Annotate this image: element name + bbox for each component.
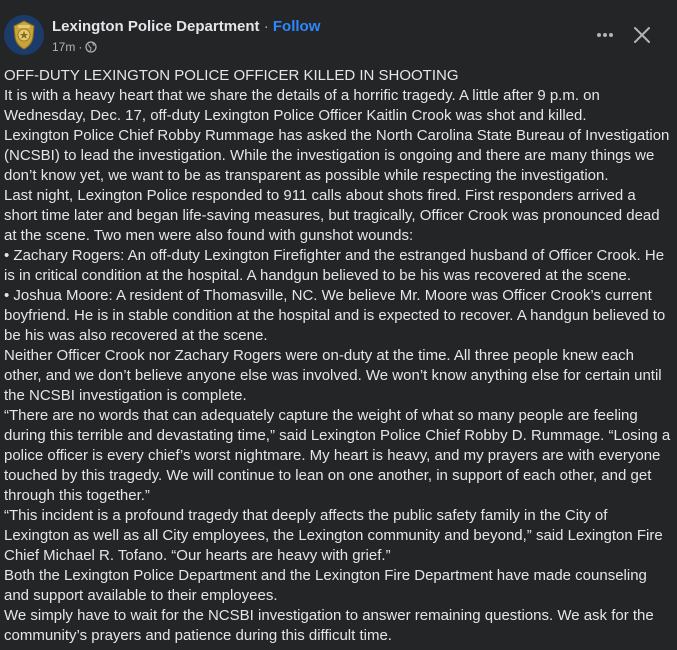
more-horizontal-icon (590, 20, 620, 50)
post-paragraph: Both the Lexington Police Department and the Lexington Fire Department have made counseling and support available to their employees. (4, 567, 647, 604)
post-heading: OFF-DUTY LEXINGTON POLICE OFFICER KILLED IN SHOOTING (4, 67, 459, 84)
page-name-row (52, 17, 320, 37)
globe-icon[interactable] (85, 41, 97, 53)
post-text (4, 66, 672, 646)
more-options-button[interactable] (590, 20, 620, 50)
post-quote: “There are no words that can adequately capture the weight of what so many people are feeling during this terrible and devastating time,” said Lexington Police Chief Robby D. Rummage. “Losing a police officer is every chief’s worst nightmare. My heart is heavy, and my prayers are with everyone touched by this tragedy. We will continue to lean on one another, in support of each other, and get through this together.” (4, 407, 671, 504)
post-quote: “This incident is a profound tragedy that deeply affects the public safety family in the City of Lexington as well as all City employees, the Lexington community and beyond,” said Lexington Fire Chief Michael R. Tofano. “Our hearts are heavy with grief.” (4, 507, 663, 564)
police-badge-icon (4, 15, 44, 55)
post-bullet: • Zachary Rogers: An off-duty Lexington Firefighter and the estranged husband of Officer Crook. He is in critical condition at the hospital. A handgun believed to be his was recovered at the scene. (4, 247, 665, 284)
post-meta (52, 39, 97, 55)
post-paragraph: We simply have to wait for the NCSBI investigation to answer remaining questions. We ask for the community’s prayers and patience during this difficult time. (4, 607, 654, 644)
page-name-link[interactable]: Lexington Police Department (52, 18, 260, 35)
post-paragraph: Neither Officer Crook nor Zachary Rogers were on-duty at the time. All three people knew each other, and we don’t believe anyone else was involved. We won’t know anything else for certain until the NCSBI investigation is complete. (4, 347, 662, 404)
close-button[interactable] (627, 20, 657, 50)
meta-separator: · (78, 40, 83, 54)
close-icon (627, 20, 657, 50)
name-separator: · (259, 18, 273, 35)
post-bullet: • Joshua Moore: A resident of Thomasville, NC. We believe Mr. Moore was Officer Crook’s current boyfriend. He is in stable condition at the hospital and is expected to recover. A handgun believed to be his was also recovered at the scene. (4, 287, 666, 344)
follow-button[interactable]: Follow (272, 18, 321, 35)
post-paragraph: Last night, Lexington Police responded to 911 calls about shots fired. First responders arrived a short time later and began life-saving measures, but tragically, Officer Crook was pronounced dead at the scene. Two men were also found with gunshot wounds: (4, 187, 660, 244)
post-paragraph: Lexington Police Chief Robby Rummage has asked the North Carolina State Bureau of Investigation (NCSBI) to lead the investigation. While the investigation is ongoing and there are many things we don’t know yet, we want to be as transparent as possible while respecting the investigation. (4, 127, 670, 184)
post-header (0, 0, 677, 66)
post-paragraph: It is with a heavy heart that we share the details of a horrific tragedy. A little after 9 p.m. on Wednesday, Dec. 17, off-duty Lexington Police Officer Kaitlin Crook was shot and killed. (4, 87, 600, 124)
timestamp-link[interactable]: 17m (52, 40, 76, 54)
avatar[interactable] (4, 15, 44, 55)
